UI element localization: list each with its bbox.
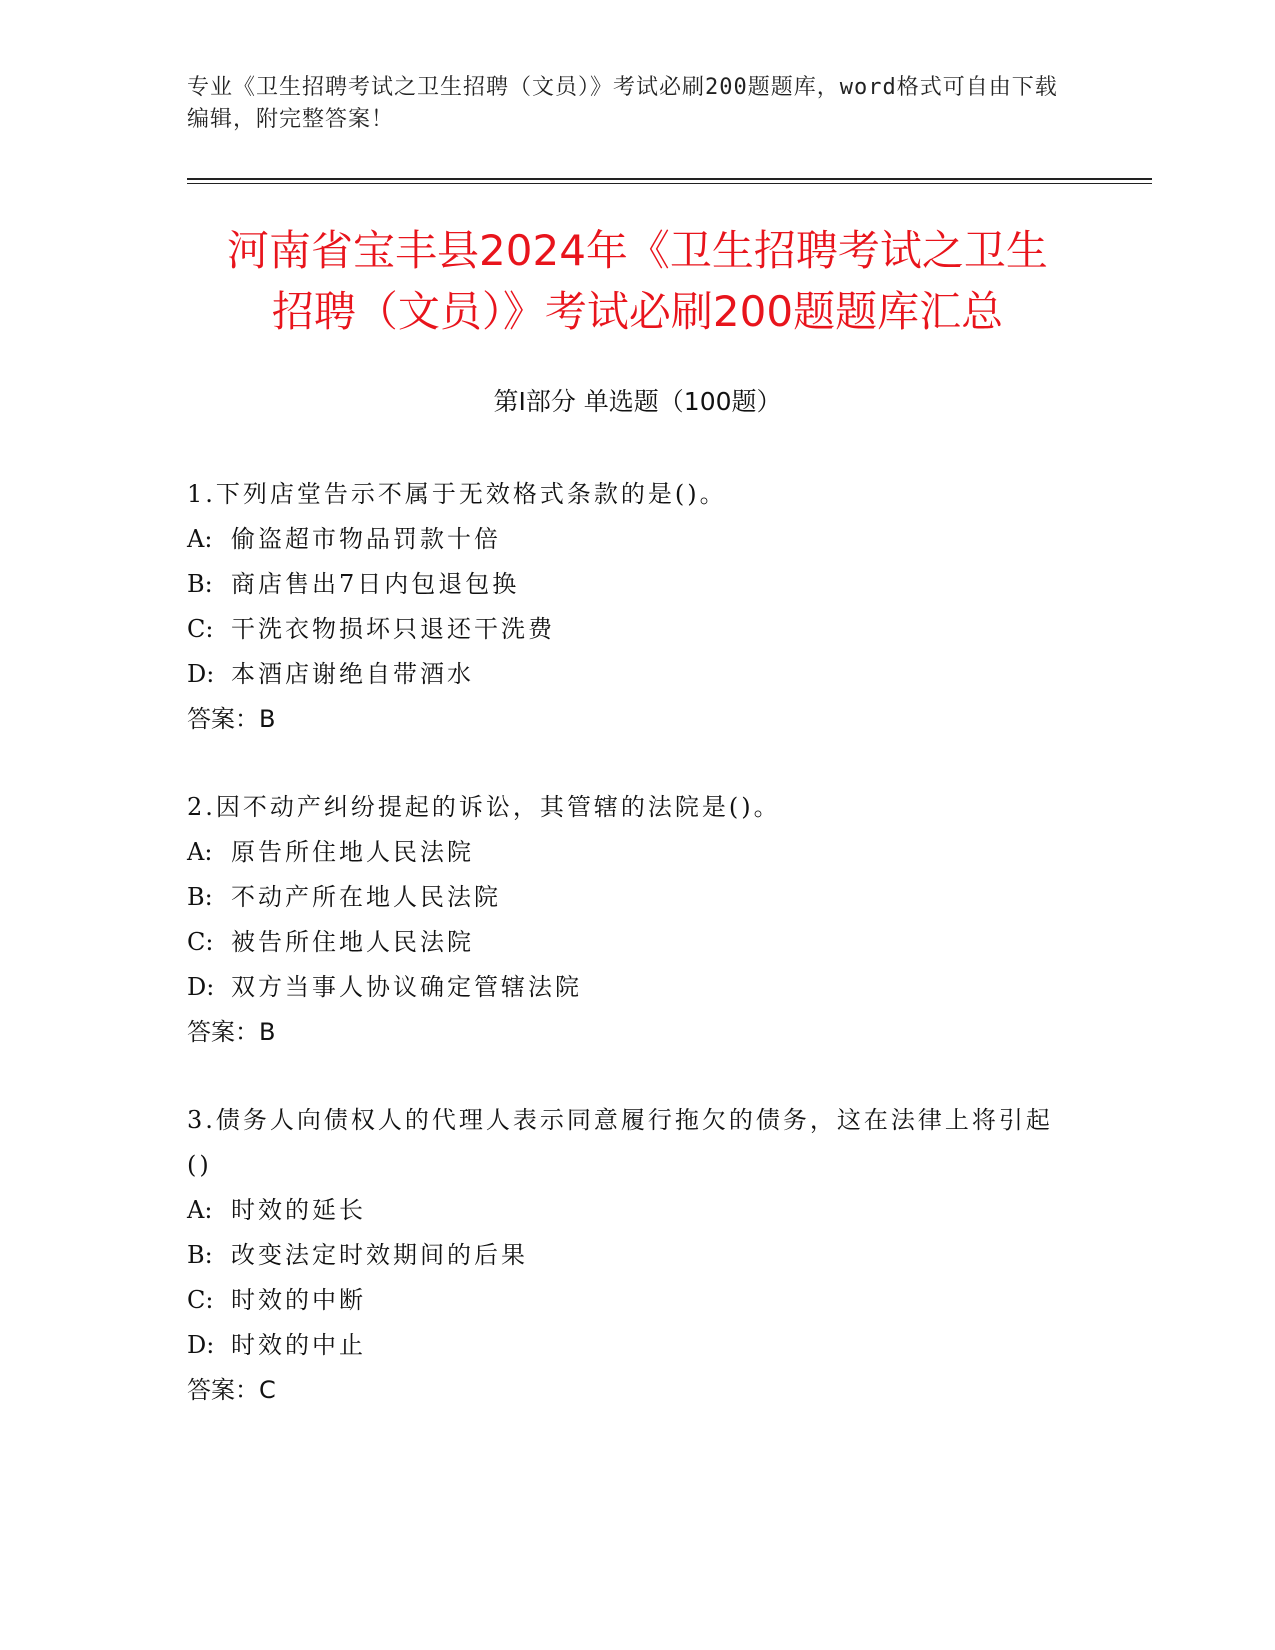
option-text: 双方当事人协议确定管辖法院	[231, 973, 582, 1001]
option-key: A:	[187, 1196, 213, 1224]
header-note: 专业《卫生招聘考试之卫生招聘（文员）》考试必刷200题题库，word格式可自由下载编辑，附完整答案！	[187, 75, 1058, 132]
option-key: D:	[187, 1331, 215, 1359]
option-text: 时效的中断	[231, 1286, 366, 1314]
header-rule-thick	[187, 178, 1152, 180]
option-a	[187, 830, 1067, 875]
option-b	[187, 562, 1067, 607]
option-a	[187, 1188, 1067, 1233]
answer: 答案：C	[187, 1376, 276, 1404]
option-b	[187, 875, 1067, 920]
option-key: B:	[187, 883, 213, 911]
question-3	[187, 1098, 1067, 1413]
option-key: B:	[187, 570, 213, 598]
option-c	[187, 607, 1067, 652]
header-rule-thin	[187, 183, 1152, 184]
question-stem: 1.下列店堂告示不属于无效格式条款的是()。	[187, 480, 727, 508]
option-c	[187, 1278, 1067, 1323]
option-b	[187, 1233, 1067, 1278]
option-text: 原告所住地人民法院	[231, 838, 474, 866]
option-text: 被告所住地人民法院	[231, 928, 474, 956]
question-1	[187, 472, 1067, 742]
option-key: A:	[187, 525, 213, 553]
option-key: B:	[187, 1241, 213, 1269]
question-stem: 3.债务人向债权人的代理人表示同意履行拖欠的债务，这在法律上将引起()	[187, 1106, 1053, 1179]
option-text: 偷盗超市物品罚款十倍	[231, 525, 501, 553]
option-key: C:	[187, 1286, 214, 1314]
option-text: 本酒店谢绝自带酒水	[231, 660, 474, 688]
answer: 答案：B	[187, 1018, 276, 1046]
question-2	[187, 785, 1067, 1055]
document-title	[150, 220, 1125, 342]
option-key: A:	[187, 838, 213, 866]
option-a	[187, 517, 1067, 562]
document-title-line-1: 河南省宝丰县2024年《卫生招聘考试之卫生	[227, 226, 1048, 275]
question-stem: 2.因不动产纠纷提起的诉讼，其管辖的法院是()。	[187, 793, 781, 821]
option-text: 改变法定时效期间的后果	[231, 1241, 528, 1269]
option-key: D:	[187, 973, 215, 1001]
option-text: 商店售出7日内包退包换	[231, 570, 520, 598]
option-c	[187, 920, 1067, 965]
option-key: D:	[187, 660, 215, 688]
option-text: 干洗衣物损坏只退还干洗费	[231, 615, 555, 643]
option-d	[187, 1323, 1067, 1368]
option-text: 不动产所在地人民法院	[231, 883, 501, 911]
document-title-line-2: 招聘（文员）》考试必刷200题题库汇总	[271, 287, 1004, 336]
option-text: 时效的中止	[231, 1331, 366, 1359]
option-d	[187, 965, 1067, 1010]
section-title: 第I部分 单选题（100题）	[493, 387, 782, 416]
answer: 答案：B	[187, 705, 276, 733]
option-key: C:	[187, 615, 214, 643]
option-key: C:	[187, 928, 214, 956]
option-d	[187, 652, 1067, 697]
option-text: 时效的延长	[231, 1196, 366, 1224]
question-list	[187, 472, 1067, 1456]
